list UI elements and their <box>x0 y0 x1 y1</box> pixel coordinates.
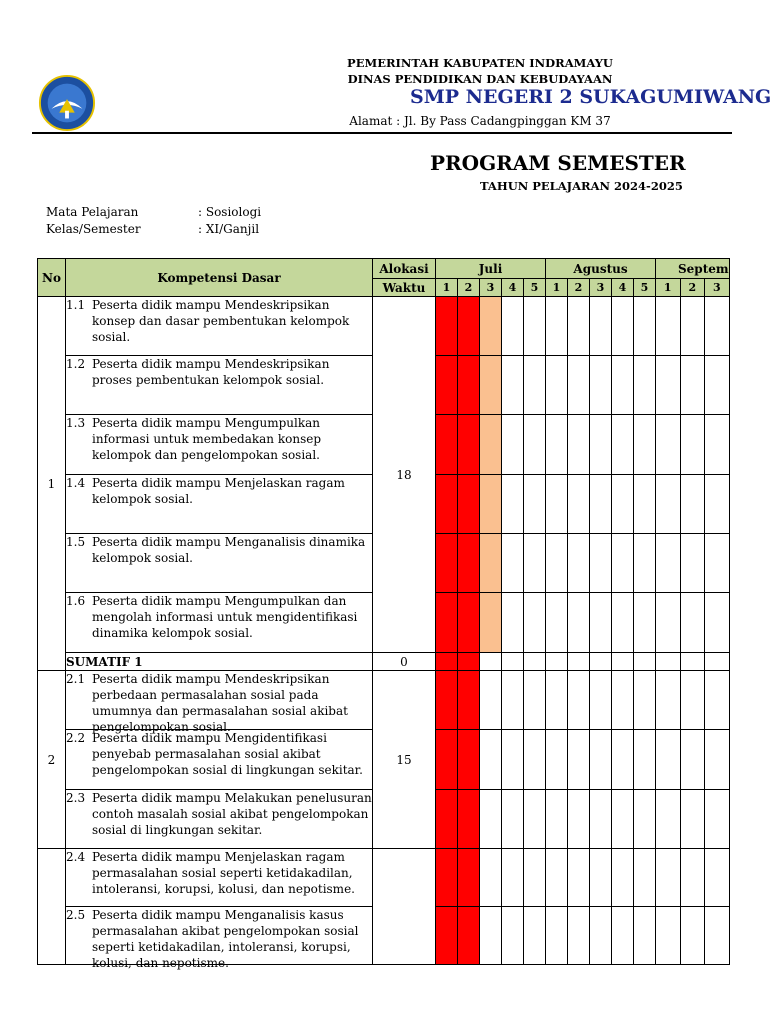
week-cell <box>524 593 546 653</box>
week-cell <box>705 730 730 790</box>
week-cell <box>590 653 612 671</box>
week-cell <box>502 730 524 790</box>
week-cell <box>590 475 612 534</box>
week-cell <box>458 790 480 849</box>
kd-cell <box>66 730 373 790</box>
week-cell <box>458 907 480 965</box>
week-cell <box>568 297 590 356</box>
week-cell <box>436 475 458 534</box>
dept-name: DINAS PENDIDIKAN DAN KEBUDAYAAN <box>347 72 613 86</box>
page-title: PROGRAM SEMESTER <box>430 151 686 175</box>
week-header: 2 <box>680 279 705 297</box>
kd-text: Peserta didik mampu Menjelaskan ragam permasalahan sosial seperti ketidakadilan, intoleransi, korupsi, kolusi, dan nepotisme. <box>92 850 355 896</box>
week-cell <box>524 653 546 671</box>
week-cell <box>656 907 681 965</box>
week-cell <box>524 534 546 593</box>
week-cell <box>568 415 590 475</box>
week-cell <box>546 790 568 849</box>
week-header: 3 <box>480 279 502 297</box>
group-no: 1 <box>38 297 66 671</box>
week-cell <box>568 653 590 671</box>
week-cell <box>612 415 634 475</box>
week-cell <box>634 534 656 593</box>
week-header: 5 <box>634 279 656 297</box>
kd-cell <box>66 593 373 653</box>
kd-cell: SUMATIF 1 <box>66 653 373 671</box>
academic-year: TAHUN PELAJARAN 2024-2025 <box>480 179 683 193</box>
table-row <box>38 849 730 907</box>
week-cell <box>705 297 730 356</box>
week-cell <box>656 356 681 415</box>
week-cell <box>568 475 590 534</box>
month-juli: Juli <box>436 259 546 279</box>
week-cell <box>705 849 730 907</box>
subject-value: : Sosiologi <box>198 205 262 219</box>
kd-number: 1.4 <box>66 476 86 490</box>
week-cell <box>502 475 524 534</box>
table-row <box>38 297 730 356</box>
week-cell <box>568 671 590 730</box>
week-cell <box>634 790 656 849</box>
week-header: 3 <box>590 279 612 297</box>
week-cell <box>705 653 730 671</box>
week-cell <box>546 534 568 593</box>
kd-number: 2.5 <box>66 908 86 922</box>
week-cell <box>612 593 634 653</box>
week-cell <box>590 790 612 849</box>
week-cell <box>568 790 590 849</box>
week-cell <box>458 356 480 415</box>
kd-cell <box>66 534 373 593</box>
week-cell <box>634 297 656 356</box>
alokasi-waktu: 18 <box>373 297 436 653</box>
week-cell <box>546 297 568 356</box>
week-cell <box>680 534 705 593</box>
week-cell <box>656 671 681 730</box>
week-cell <box>705 671 730 730</box>
week-cell <box>634 593 656 653</box>
class-value: : XI/Ganjil <box>198 222 260 236</box>
kd-number: 2.1 <box>66 672 86 686</box>
kd-text: Peserta didik mampu Mengumpulkan informasi untuk membedakan konsep kelompok dan pengelompokan sosial. <box>92 416 322 462</box>
week-cell <box>436 849 458 907</box>
week-cell <box>480 534 502 593</box>
week-cell <box>458 415 480 475</box>
week-cell <box>634 415 656 475</box>
kd-cell <box>66 849 373 907</box>
week-cell <box>612 849 634 907</box>
tut-wuri-handayani-logo <box>38 74 96 132</box>
week-cell <box>502 653 524 671</box>
week-cell <box>612 790 634 849</box>
week-cell <box>568 907 590 965</box>
week-cell <box>656 790 681 849</box>
class-row <box>46 222 259 236</box>
week-cell <box>458 593 480 653</box>
week-cell <box>436 297 458 356</box>
school-address: Alamat : Jl. By Pass Cadangpinggan KM 37 <box>349 114 611 128</box>
week-cell <box>480 671 502 730</box>
week-cell <box>436 653 458 671</box>
week-cell <box>590 593 612 653</box>
week-cell <box>502 297 524 356</box>
week-cell <box>568 534 590 593</box>
kd-number: 1.6 <box>66 594 86 608</box>
week-cell <box>612 534 634 593</box>
week-cell <box>546 356 568 415</box>
week-cell <box>524 475 546 534</box>
week-cell <box>680 653 705 671</box>
week-cell <box>480 593 502 653</box>
group-no <box>38 849 66 965</box>
week-cell <box>590 671 612 730</box>
week-cell <box>458 475 480 534</box>
kd-number: 1.5 <box>66 535 86 549</box>
kd-number: 1.2 <box>66 357 86 371</box>
week-cell <box>705 907 730 965</box>
week-header: 2 <box>458 279 480 297</box>
week-cell <box>546 730 568 790</box>
week-cell <box>590 415 612 475</box>
week-cell <box>480 730 502 790</box>
kd-text: Peserta didik mampu Melakukan penelusuran contoh masalah sosial akibat pengelompokan sosial di lingkungan sekitar. <box>92 791 372 837</box>
week-cell <box>680 593 705 653</box>
week-cell <box>480 849 502 907</box>
subject-row <box>46 205 261 219</box>
kd-number: 1.3 <box>66 416 86 430</box>
week-cell <box>480 356 502 415</box>
week-cell <box>612 356 634 415</box>
kd-cell <box>66 415 373 475</box>
week-cell <box>634 356 656 415</box>
week-header: 3 <box>705 279 730 297</box>
week-cell <box>480 475 502 534</box>
week-cell <box>634 475 656 534</box>
week-cell <box>436 790 458 849</box>
kd-cell <box>66 297 373 356</box>
col-kd-header: Kompetensi Dasar <box>66 259 373 297</box>
week-header: 4 <box>502 279 524 297</box>
kd-cell <box>66 475 373 534</box>
week-header: 1 <box>436 279 458 297</box>
week-cell <box>568 849 590 907</box>
school-name: SMP NEGERI 2 SUKAGUMIWANG <box>410 86 772 108</box>
week-cell <box>590 356 612 415</box>
week-cell <box>436 534 458 593</box>
week-cell <box>458 297 480 356</box>
week-cell <box>524 356 546 415</box>
kd-text: Peserta didik mampu Mendeskripsikan proses pembentukan kelompok sosial. <box>92 357 330 387</box>
col-alokasi-header-1: Alokasi <box>373 259 436 279</box>
week-cell <box>502 356 524 415</box>
week-cell <box>458 653 480 671</box>
week-cell <box>480 790 502 849</box>
week-cell <box>524 671 546 730</box>
week-cell <box>612 907 634 965</box>
month-agustus: Agustus <box>546 259 656 279</box>
kd-number: 1.1 <box>66 298 86 312</box>
week-cell <box>546 671 568 730</box>
week-cell <box>656 730 681 790</box>
program-semester-table <box>37 258 730 970</box>
week-cell <box>436 671 458 730</box>
week-cell <box>568 593 590 653</box>
week-cell <box>590 849 612 907</box>
week-cell <box>612 475 634 534</box>
week-cell <box>705 356 730 415</box>
kd-text: Peserta didik mampu Mendeskripsikan konsep dan dasar pembentukan kelompok sosial. <box>92 298 350 344</box>
week-cell <box>680 730 705 790</box>
week-cell <box>680 849 705 907</box>
week-cell <box>524 790 546 849</box>
col-no-header: No <box>38 259 66 297</box>
week-cell <box>524 297 546 356</box>
week-cell <box>546 593 568 653</box>
kd-text: Peserta didik mampu Mengumpulkan dan mengolah informasi untuk mengidentifikasi dinamika kelompok sosial. <box>92 594 358 640</box>
week-cell <box>656 297 681 356</box>
week-cell <box>480 415 502 475</box>
header-divider <box>32 132 732 134</box>
class-label: Kelas/Semester <box>46 222 141 236</box>
week-cell <box>590 730 612 790</box>
week-header: 1 <box>546 279 568 297</box>
week-cell <box>458 671 480 730</box>
kd-cell <box>66 907 373 970</box>
week-cell <box>458 849 480 907</box>
week-cell <box>680 356 705 415</box>
week-cell <box>656 534 681 593</box>
subject-label: Mata Pelajaran <box>46 205 139 219</box>
week-header: 1 <box>656 279 681 297</box>
week-cell <box>502 790 524 849</box>
week-cell <box>524 415 546 475</box>
week-cell <box>612 297 634 356</box>
week-cell <box>458 730 480 790</box>
kd-text: Peserta didik mampu Mendeskripsikan perbedaan permasalahan sosial pada umumnya dan permasalahan sosial akibat pengelompokan sosial. <box>92 672 348 734</box>
week-cell <box>502 671 524 730</box>
kd-text: Peserta didik mampu Menjelaskan ragam kelompok sosial. <box>92 476 345 506</box>
alokasi-waktu <box>373 849 436 965</box>
kd-cell <box>66 356 373 415</box>
week-cell <box>568 356 590 415</box>
week-cell <box>436 593 458 653</box>
week-cell <box>612 653 634 671</box>
week-cell <box>524 849 546 907</box>
week-cell <box>524 907 546 965</box>
group-no: 2 <box>38 671 66 849</box>
week-cell <box>656 593 681 653</box>
week-cell <box>634 653 656 671</box>
week-cell <box>436 415 458 475</box>
col-alokasi-header-2: Waktu <box>373 279 436 297</box>
week-cell <box>502 849 524 907</box>
kd-text: Peserta didik mampu Mengidentifikasi penyebab permasalahan sosial akibat pengelompokan sosial di lingkungan sekitar. <box>92 731 363 777</box>
week-header: 5 <box>524 279 546 297</box>
week-cell <box>590 297 612 356</box>
week-cell <box>590 534 612 593</box>
week-cell <box>502 593 524 653</box>
week-cell <box>480 907 502 965</box>
week-cell <box>590 907 612 965</box>
week-cell <box>436 356 458 415</box>
week-header: 2 <box>568 279 590 297</box>
week-cell <box>546 475 568 534</box>
week-cell <box>705 415 730 475</box>
week-cell <box>612 671 634 730</box>
week-cell <box>524 730 546 790</box>
week-cell <box>546 415 568 475</box>
week-cell <box>680 907 705 965</box>
week-cell <box>634 671 656 730</box>
week-cell <box>634 730 656 790</box>
week-cell <box>458 534 480 593</box>
week-cell <box>680 671 705 730</box>
week-cell <box>480 653 502 671</box>
week-cell <box>568 730 590 790</box>
week-cell <box>634 849 656 907</box>
week-cell <box>502 415 524 475</box>
kd-number: 2.4 <box>66 850 86 864</box>
week-cell <box>502 534 524 593</box>
kd-text: Peserta didik mampu Menganalisis dinamika kelompok sosial. <box>92 535 366 565</box>
week-cell <box>656 415 681 475</box>
week-cell <box>680 790 705 849</box>
alokasi-waktu: 15 <box>373 671 436 849</box>
week-cell <box>680 415 705 475</box>
week-cell <box>656 475 681 534</box>
week-cell <box>480 297 502 356</box>
week-cell <box>634 907 656 965</box>
week-cell <box>546 653 568 671</box>
week-cell <box>680 297 705 356</box>
week-cell <box>656 653 681 671</box>
week-cell <box>705 475 730 534</box>
alokasi-waktu: 0 <box>373 653 436 671</box>
kd-text: Peserta didik mampu Menganalisis kasus permasalahan akibat pengelompokan sosial seperti ketidakadilan, intoleransi, korupsi, kolusi, dan nepotisme. <box>92 908 359 970</box>
week-cell <box>656 849 681 907</box>
week-cell <box>705 534 730 593</box>
week-cell <box>680 475 705 534</box>
table-row <box>38 653 730 671</box>
week-cell <box>436 907 458 965</box>
kd-number: 2.3 <box>66 791 86 805</box>
table-row <box>38 671 730 730</box>
week-cell <box>546 849 568 907</box>
week-cell <box>612 730 634 790</box>
week-cell <box>502 907 524 965</box>
month-september: Septem <box>656 259 730 279</box>
week-cell <box>436 730 458 790</box>
week-cell <box>546 907 568 965</box>
kd-number: 2.2 <box>66 731 86 745</box>
kd-cell <box>66 671 373 734</box>
kd-cell <box>66 790 373 849</box>
week-cell <box>705 790 730 849</box>
week-header: 4 <box>612 279 634 297</box>
gov-name: PEMERINTAH KABUPATEN INDRAMAYU <box>347 56 613 70</box>
week-cell <box>705 593 730 653</box>
